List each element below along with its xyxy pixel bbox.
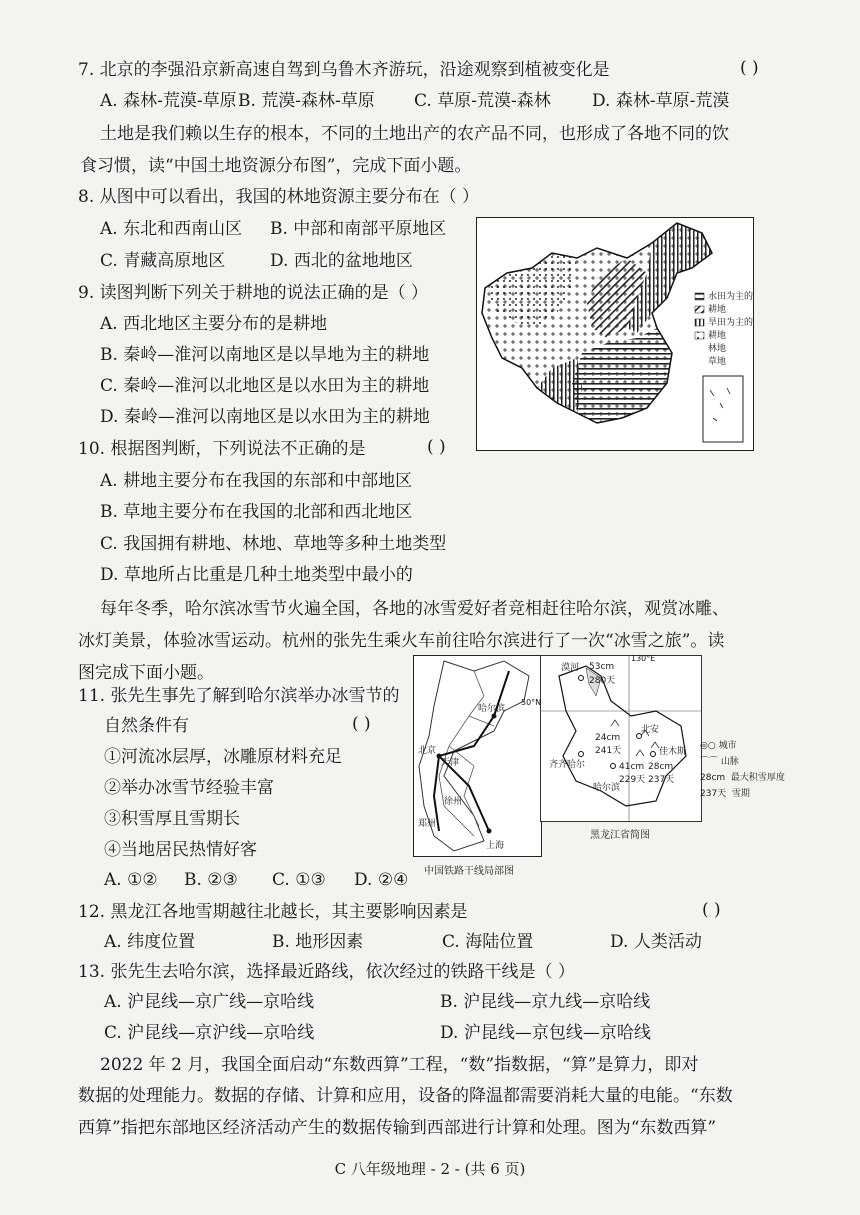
hlj-harbin-days: 229天: [619, 775, 646, 785]
q10-answer-paren: ( ): [427, 437, 446, 457]
q11-options: [104, 868, 408, 892]
hlj-legend-depth: 28cm 最大积雪厚度: [700, 773, 785, 783]
hlj-place-jiamusi: 佳木斯: [659, 747, 687, 757]
intro-snow-line2: 冰灯美景，体验冰雪运动。杭州的张先生乘火车前往哈尔滨进行了一次“冰雪之旅”。读: [78, 631, 725, 651]
q13-option-d[interactable]: D. 沪昆线—京包线—京哈线: [440, 1023, 651, 1043]
hlj-legend-city: 城市: [718, 741, 737, 751]
hlj-lon-label: 130°E: [631, 654, 656, 663]
q8-option-d[interactable]: D. 西北的盆地地区: [270, 251, 413, 271]
q8-option-c[interactable]: C. 青藏高原地区: [100, 251, 226, 271]
intro-data-line2: 数据的处理能力。数据的存储、计算和应用，设备的降温都需要消耗大量的电能。“东数: [78, 1086, 733, 1106]
q13-option-b[interactable]: B. 沪昆线—京九线—京哈线: [440, 992, 651, 1012]
rail-city-zhengzhou: 郑州: [418, 819, 437, 829]
hlj-place-mohe: 漠河: [561, 663, 580, 673]
q11-stem-line1: 11. 张先生事先了解到哈尔滨举办冰雪节的: [78, 686, 400, 706]
q10-option-d[interactable]: D. 草地所占比重是几种土地类型中最小的: [100, 565, 413, 585]
heilongjiang-map: [521, 654, 702, 822]
q11-item-3: ③积雪厚且雪期长: [104, 809, 240, 829]
page-footer: C 八年级地理 - 2 - (共 6 页): [334, 1160, 526, 1178]
q10-option-a[interactable]: A. 耕地主要分布在我国的东部和中部地区: [100, 471, 413, 491]
q12-stem: 12. 黑龙江各地雪期越往北越长，其主要影响因素是: [78, 902, 468, 922]
land-map-legend: [708, 291, 753, 369]
q10-option-c[interactable]: C. 我国拥有耕地、林地、草地等多种土地类型: [100, 534, 447, 554]
q12-option-d[interactable]: D. 人类活动: [610, 932, 702, 952]
q13-stem: 13. 张先生去哈尔滨，选择最近路线，依次经过的铁路干线是（ ）: [78, 962, 575, 982]
hlj-qiqihar-depth: 24cm: [595, 733, 621, 743]
q11-answer-paren: ( ): [352, 714, 371, 734]
q8-option-a[interactable]: A. 东北和西南山区: [100, 219, 243, 239]
legend-grassland: 草地: [708, 357, 727, 367]
legend-dryland: 旱田为主的耕地: [708, 318, 754, 341]
q11-option-a[interactable]: A. ①②: [104, 870, 158, 890]
hlj-beian-depth: 28cm: [648, 762, 674, 772]
q11-item-1: ①河流冰层厚，冰雕原材料充足: [104, 747, 342, 767]
q11-option-d[interactable]: D. ②④: [354, 870, 409, 890]
harbin-dot-rail: [492, 714, 497, 719]
q7-option-c[interactable]: C. 草原-荒漠-森林: [414, 91, 551, 111]
hlj-place-beian: 北安: [641, 725, 660, 735]
q8-stem: 8. 从图中可以看出，我国的林地资源主要分布在（ ）: [78, 187, 480, 207]
hlj-harbin-depth: 41cm: [619, 762, 645, 772]
rail-city-tianjin: 天津: [441, 758, 460, 768]
q12-answer-paren: ( ): [702, 900, 721, 920]
hlj-lat-label: 50°N: [521, 698, 542, 707]
q12-options: [104, 930, 702, 954]
q7-option-a[interactable]: A. 森林-荒漠-草原: [100, 91, 237, 111]
rail-city-xuzhou: 徐州: [444, 797, 463, 807]
q7-options: [100, 89, 729, 113]
railway-map-caption: 中国铁路干线局部图: [424, 866, 514, 877]
q7-option-d[interactable]: D. 森林-草原-荒漠: [592, 91, 730, 111]
q11-option-c[interactable]: C. ①③: [272, 870, 326, 890]
q13-option-a[interactable]: A. 沪昆线—京广线—京哈线: [104, 992, 315, 1012]
q9-option-c[interactable]: C. 秦岭—淮河以北地区是以水田为主的耕地: [100, 376, 430, 396]
legend-forest: 林地: [708, 344, 727, 354]
rail-city-harbin: 哈尔滨: [478, 704, 506, 714]
intro-land-line1: 土地是我们赖以生存的根本，不同的土地出产的农产品不同，也形成了各地不同的饮: [100, 124, 729, 144]
q9-stem: 9. 读图判断下列关于耕地的说法正确的是（ ）: [78, 283, 429, 303]
heilongjiang-map-graphic: [541, 656, 701, 821]
intro-snow-line1: 每年冬季，哈尔滨冰雪节火遍全国，各地的冰雪爱好者竞相赶往哈尔滨，观赏冰雕、: [100, 599, 729, 619]
q12-option-c[interactable]: C. 海陆位置: [442, 932, 534, 952]
heilongjiang-map-caption: 黑龙江省简图: [590, 830, 650, 841]
q9-option-b[interactable]: B. 秦岭—淮河以南地区是以旱地为主的耕地: [100, 345, 430, 365]
q12-option-b[interactable]: B. 地形因素: [272, 932, 364, 952]
hlj-place-qiqihar: 齐齐哈尔: [549, 760, 586, 770]
q7-stem: 7. 北京的李强沿京新高速自驾到乌鲁木齐游玩，沿途观察到植被变化是: [78, 60, 610, 80]
intro-data-line1: 2022 年 2 月，我国全面启动“东数西算”工程，“数”指数据，“算”是算力，即对: [100, 1055, 699, 1075]
rail-city-beijing: 北京: [418, 746, 437, 756]
hlj-mohe-days: 280天: [589, 676, 616, 686]
q11-item-4: ④当地居民热情好客: [104, 840, 257, 860]
q7-option-b[interactable]: B. 荒漠-森林-草原: [238, 91, 375, 111]
q10-stem: 10. 根据图判断，下列说法不正确的是: [78, 439, 366, 459]
hlj-legend-days: 237天 雪期: [700, 789, 750, 799]
land-resource-map: [476, 217, 754, 451]
q9-option-d[interactable]: D. 秦岭—淮河以南地区是以水田为主的耕地: [100, 407, 430, 427]
intro-land-line2: 食习惯，读“中国土地资源分布图”，完成下面小题。: [80, 156, 472, 176]
hlj-place-harbin: 哈尔滨: [593, 783, 621, 793]
q11-option-b[interactable]: B. ②③: [184, 870, 238, 890]
q7-answer-paren: ( ): [740, 58, 759, 78]
q11-item-2: ②举办冰雪节经验丰富: [104, 778, 274, 798]
hlj-qiqihar-days: 241天: [595, 746, 622, 756]
q8-option-b[interactable]: B. 中部和南部平原地区: [270, 219, 447, 239]
q12-option-a[interactable]: A. 纬度位置: [104, 932, 196, 952]
rail-city-shanghai: 上海: [486, 841, 505, 851]
hlj-beian-days: 237天: [648, 775, 675, 785]
q9-option-a[interactable]: A. 西北地区主要分布的是耕地: [100, 314, 328, 334]
q10-option-b[interactable]: B. 草地主要分布在我国的北部和西北地区: [100, 502, 413, 522]
q13-option-c[interactable]: C. 沪昆线—京沪线—京哈线: [104, 1023, 315, 1043]
hlj-mohe-depth: 53cm: [589, 662, 615, 672]
railway-map: [413, 655, 542, 857]
intro-snow-line3: 图完成下面小题。: [78, 663, 214, 683]
city-circle-icon: ◎○: [700, 741, 719, 751]
hlj-map-legend: [700, 738, 785, 802]
q11-stem-line2: 自然条件有: [104, 716, 189, 736]
mountain-icon: ⌒⌒: [700, 757, 721, 767]
hlj-legend-mountain: 山脉: [720, 757, 739, 767]
legend-paddy: 水田为主的耕地: [708, 292, 754, 315]
intro-data-line3: 西算”指把东部地区经济活动产生的数据传输到西部进行计算和处理。图为“东数西算”: [78, 1118, 717, 1138]
